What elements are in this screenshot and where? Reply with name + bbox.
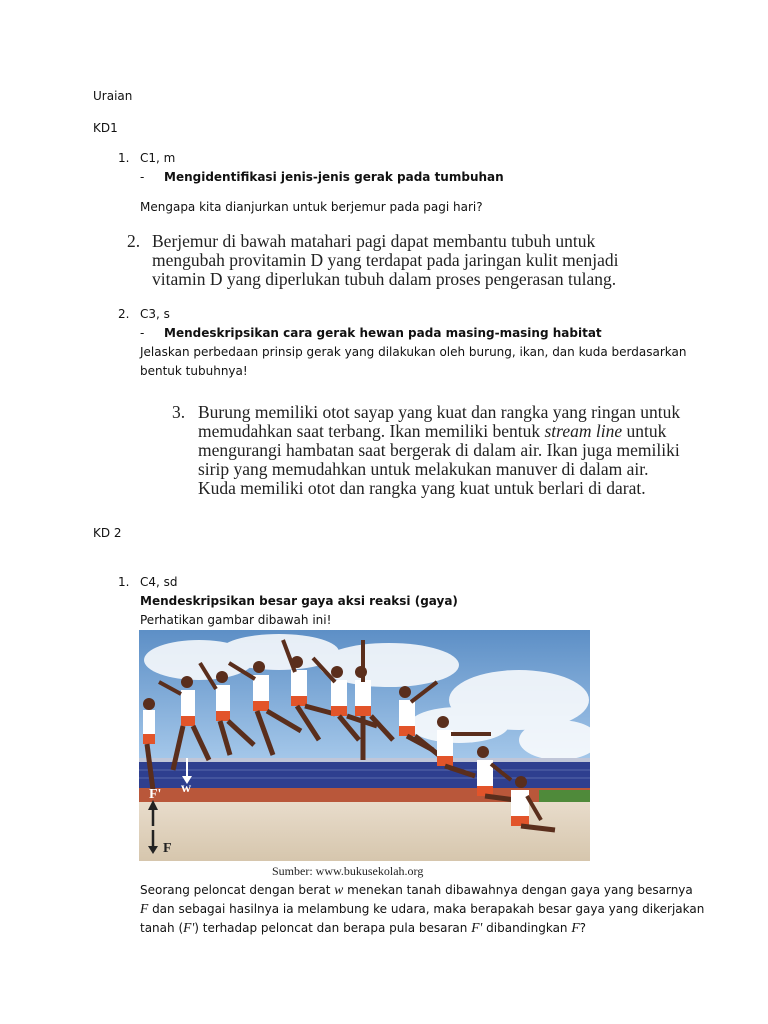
q2-indicator: Mendeskripsikan cara gerak hewan pada masing-masing habitat — [164, 326, 602, 340]
stream-line-term: stream line — [544, 421, 623, 441]
q1-question: Mengapa kita dianjurkan untuk berjemur pada pagi hari? — [140, 200, 483, 214]
q1-answer-number: 2. — [127, 231, 141, 251]
q2-code: C3, s — [140, 307, 170, 321]
kd2-text-part: tanah ( — [140, 921, 184, 935]
kd2-label: KD 2 — [93, 526, 122, 540]
var-f: F — [571, 920, 580, 935]
kd2-q1-number: 1. — [118, 575, 130, 589]
var-w: w — [334, 882, 344, 897]
kd2-text-part: dibandingkan — [482, 921, 572, 935]
q1-code: C1, m — [140, 151, 176, 165]
q2-question-line: Jelaskan perbedaan prinsip gerak yang dilakukan oleh burung, ikan, dan kuda berdasarkan — [140, 345, 687, 359]
kd2-text-part: ) terhadap peloncat dan berapa pula besaran — [194, 921, 472, 935]
q2-answer-line — [198, 421, 666, 442]
heading-uraian: Uraian — [93, 89, 133, 103]
kd2-text-part: menekan tanah dibawahnya dengan gaya yang besarnya — [343, 883, 693, 897]
kd2-text-line — [140, 901, 704, 917]
kd2-text-part: dan sebagai hasilnya ia melambung ke udara, maka berapakah besar gaya yang dikerjakan — [148, 902, 705, 916]
q2-answer-line: sirip yang memudahkan untuk melakukan manuver di dalam air. — [198, 459, 649, 479]
var-f: F — [140, 901, 149, 916]
kd2-q1-instruction: Perhatikan gambar dibawah ini! — [140, 613, 332, 627]
kd1-label: KD1 — [93, 121, 118, 135]
label-w: w — [181, 781, 192, 796]
long-jump-photo — [139, 630, 590, 861]
q1-answer-line: mengubah provitamin D yang terdapat pada jaringan kulit menjadi — [152, 250, 619, 270]
q2-answer-line: Kuda memiliki otot dan rangka yang kuat untuk berlari di darat. — [198, 478, 646, 498]
q2-answer-number: 3. — [172, 402, 186, 422]
q2-number: 2. — [118, 307, 130, 321]
var-f-prime: F' — [183, 920, 195, 935]
kd2-text-line — [140, 920, 586, 936]
q2-dash: - — [140, 326, 145, 340]
kd2-q1-indicator: Mendeskripsikan besar gaya aksi reaksi (gaya) — [140, 594, 458, 608]
label-f-prime: F' — [149, 787, 162, 802]
kd2-text-part: ? — [579, 921, 586, 935]
image-source: Sumber: www.bukusekolah.org — [272, 864, 424, 878]
q1-number: 1. — [118, 151, 130, 165]
q1-answer-line: Berjemur di bawah matahari pagi dapat membantu tubuh untuk — [152, 231, 596, 251]
q2-answer-text: memudahkan saat terbang. Ikan memiliki bentuk — [198, 421, 545, 441]
q1-dash: - — [140, 170, 145, 184]
label-f: F — [163, 841, 172, 856]
q2-question-line: bentuk tubuhnya! — [140, 364, 248, 378]
q2-answer-line: Burung memiliki otot sayap yang kuat dan rangka yang ringan untuk — [198, 402, 681, 422]
q2-answer-text: untuk — [622, 421, 667, 441]
kd2-text-line — [140, 882, 693, 898]
kd2-q1-code: C4, sd — [140, 575, 178, 589]
q2-answer-line: mengurangi hambatan saat bergerak di dalam air. Ikan juga memiliki — [198, 440, 680, 460]
var-f-prime: F' — [471, 920, 483, 935]
q1-answer-line: vitamin D yang diperlukan tubuh dalam proses pengerasan tulang. — [152, 269, 617, 289]
q1-indicator: Mengidentifikasi jenis-jenis gerak pada tumbuhan — [164, 170, 504, 184]
kd2-text-part: Seorang peloncat dengan berat — [140, 883, 335, 897]
